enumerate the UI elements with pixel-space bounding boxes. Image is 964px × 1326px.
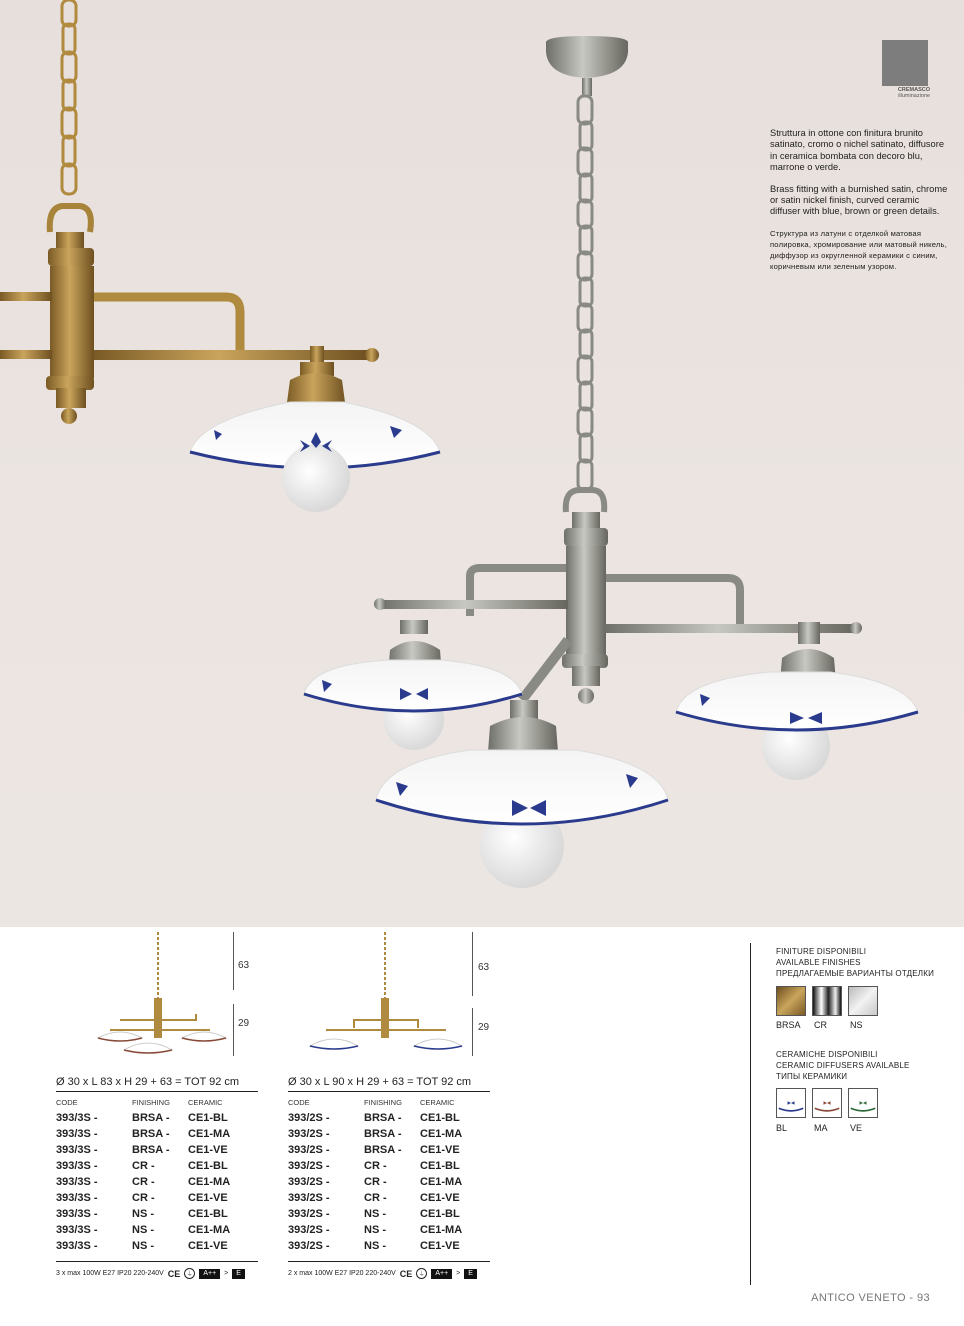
code-cell: 393/2S -	[288, 1112, 330, 1124]
collection-name: ANTICO VENETO	[811, 1292, 906, 1304]
ceramic-cell: CE1-MA	[188, 1224, 231, 1236]
ceramic-label: BL	[776, 1123, 788, 1133]
header-ceramic: CERAMIC	[188, 1098, 223, 1107]
finishes-heading	[776, 946, 934, 979]
header-finishing: FINISHING	[132, 1098, 170, 1107]
vertical-separator	[750, 943, 751, 1285]
code-cell: 393/2S -	[288, 1160, 330, 1172]
description-russian: Структура из латуни с отделкой матовая полировка, хромирование или матовый никель, диффузор из округленной керамики с синим, коричневым или зеленым узором.	[770, 228, 948, 271]
finishing-cell: NS -	[364, 1240, 386, 1252]
dimension-line	[233, 1004, 234, 1056]
ce-mark-icon: CE	[167, 1268, 181, 1279]
ceramic-cell: CE1-MA	[420, 1176, 463, 1188]
energy-class-badge: A++	[199, 1269, 220, 1279]
code-cell: 393/3S -	[56, 1224, 98, 1236]
finish-label: NS	[850, 1020, 863, 1030]
tech-specs-3s	[56, 1268, 245, 1279]
dimension-body: 29	[238, 1018, 250, 1029]
description-italian: Struttura in ottone con finitura brunito satinato, cromo o nichel satinato, diffusore in ceramica bombata con decoro blu, marrone o verde.	[770, 128, 944, 173]
ceramic-cell: CE1-VE	[188, 1192, 228, 1204]
ceramic-cell: CE1-VE	[420, 1240, 460, 1252]
table-row	[56, 1160, 258, 1176]
ceramics-heading-ru: ТИПЫ КЕРАМИКИ	[776, 1072, 848, 1081]
table-row	[288, 1208, 490, 1224]
ceramic-cell: CE1-VE	[188, 1144, 228, 1156]
code-table-2s	[288, 1098, 490, 1256]
energy-class-badge: A++	[431, 1269, 452, 1279]
finishing-cell: CR -	[364, 1192, 387, 1204]
table-row	[288, 1128, 490, 1144]
table-row	[288, 1176, 490, 1192]
ceramic-cell: CE1-VE	[188, 1240, 228, 1252]
finishing-cell: CR -	[364, 1176, 387, 1188]
spec-title-3s: Ø 30 x L 83 x H 29 + 63 = TOT 92 cm	[56, 1076, 240, 1088]
table-row	[56, 1144, 258, 1160]
finishing-cell: NS -	[132, 1208, 154, 1220]
code-cell: 393/2S -	[288, 1176, 330, 1188]
brand-logo-text	[868, 87, 930, 99]
ground-symbol-icon: ⏚	[184, 1268, 195, 1279]
ceramic-cell: CE1-VE	[420, 1192, 460, 1204]
divider	[288, 1091, 490, 1092]
code-cell: 393/2S -	[288, 1208, 330, 1220]
table-header	[56, 1098, 258, 1112]
header-code: CODE	[56, 1098, 78, 1107]
table-body	[288, 1112, 490, 1256]
table-body	[56, 1112, 258, 1256]
finish-label: CR	[814, 1020, 827, 1030]
footer-separator: -	[909, 1292, 917, 1304]
dimension-line	[233, 932, 234, 990]
description-english: Brass fitting with a burnished satin, chrome or satin nickel finish, curved ceramic diffuser with blue, brown or green details.	[770, 183, 948, 217]
table-row	[56, 1240, 258, 1256]
ground-symbol-icon: ⏚	[416, 1268, 427, 1279]
code-table-3s	[56, 1098, 258, 1256]
energy-arrow-icon: >	[456, 1270, 461, 1277]
ce-mark-icon: CE	[399, 1268, 413, 1279]
dimension-line	[472, 932, 473, 996]
finishing-cell: CR -	[132, 1192, 155, 1204]
code-cell: 393/3S -	[56, 1144, 98, 1156]
brand-name: CREMASCO	[897, 87, 930, 93]
code-cell: 393/2S -	[288, 1144, 330, 1156]
finish-swatch-ns	[848, 986, 878, 1016]
finishing-cell: NS -	[132, 1240, 154, 1252]
finishing-cell: BRSA -	[364, 1128, 402, 1140]
ceramic-cell: CE1-MA	[420, 1128, 463, 1140]
finish-swatch-cr	[812, 986, 842, 1016]
table-row	[288, 1192, 490, 1208]
code-cell: 393/3S -	[56, 1240, 98, 1252]
ceramic-cell: CE1-MA	[188, 1176, 231, 1188]
finishes-heading-it: FINITURE DISPONIBILI	[776, 947, 867, 956]
thumbnail-2-lights	[300, 930, 470, 1060]
finish-label: BRSA	[776, 1020, 801, 1030]
ceramic-swatch-bl	[776, 1088, 806, 1118]
page-footer	[811, 1292, 930, 1304]
code-cell: 393/3S -	[56, 1192, 98, 1204]
finishing-cell: BRSA -	[132, 1112, 170, 1124]
ceramic-swatch-ve	[848, 1088, 878, 1118]
energy-class-badge: E	[464, 1269, 477, 1279]
table-row	[56, 1176, 258, 1192]
code-cell: 393/3S -	[56, 1112, 98, 1124]
finishes-heading-en: AVAILABLE FINISHES	[776, 958, 861, 967]
ceramic-cell: CE1-MA	[420, 1224, 463, 1236]
ceramic-cell: CE1-BL	[420, 1112, 460, 1124]
finishing-cell: NS -	[364, 1224, 386, 1236]
table-row	[288, 1160, 490, 1176]
code-cell: 393/2S -	[288, 1192, 330, 1204]
table-row	[56, 1208, 258, 1224]
dimension-chain: 63	[478, 962, 490, 973]
dimension-chain: 63	[238, 960, 250, 971]
tech-specs-text: 2 x max 100W E27 IP20 220-240V	[288, 1270, 396, 1277]
finishing-cell: CR -	[132, 1160, 155, 1172]
code-cell: 393/3S -	[56, 1128, 98, 1140]
page-number: 93	[916, 1292, 930, 1304]
brass-lamp	[0, 0, 440, 512]
header-finishing: FINISHING	[364, 1098, 402, 1107]
header-ceramic: CERAMIC	[420, 1098, 455, 1107]
ceramic-label: MA	[814, 1123, 828, 1133]
table-row	[56, 1128, 258, 1144]
ceramic-cell: CE1-BL	[420, 1208, 460, 1220]
finishing-cell: BRSA -	[132, 1144, 170, 1156]
table-row	[56, 1192, 258, 1208]
ceramic-cell: CE1-BL	[188, 1208, 228, 1220]
table-header	[288, 1098, 490, 1112]
brand-subtitle: illuminazione	[898, 93, 930, 99]
ceramic-cell: CE1-BL	[188, 1160, 228, 1172]
divider	[56, 1261, 258, 1262]
finishing-cell: BRSA -	[364, 1144, 402, 1156]
energy-arrow-icon: >	[224, 1270, 229, 1277]
table-row	[288, 1224, 490, 1240]
code-cell: 393/3S -	[56, 1160, 98, 1172]
ceramic-cell: CE1-MA	[188, 1128, 231, 1140]
finishing-cell: NS -	[364, 1208, 386, 1220]
energy-class-badge: E	[232, 1269, 245, 1279]
code-cell: 393/2S -	[288, 1224, 330, 1236]
finishing-cell: NS -	[132, 1224, 154, 1236]
finishing-cell: BRSA -	[132, 1128, 170, 1140]
finishing-cell: CR -	[364, 1160, 387, 1172]
tech-specs-2s	[288, 1268, 477, 1279]
code-cell: 393/2S -	[288, 1128, 330, 1140]
table-row	[288, 1144, 490, 1160]
spec-title-2s: Ø 30 x L 90 x H 29 + 63 = TOT 92 cm	[288, 1076, 472, 1088]
ceramic-cell: CE1-VE	[420, 1144, 460, 1156]
code-cell: 393/3S -	[56, 1208, 98, 1220]
table-row	[288, 1112, 490, 1128]
dimension-line	[472, 1008, 473, 1056]
table-row	[56, 1112, 258, 1128]
ceramic-swatch-ma	[812, 1088, 842, 1118]
ceramics-heading-en: CERAMIC DIFFUSERS AVAILABLE	[776, 1061, 910, 1070]
brand-logo	[882, 40, 928, 86]
table-row	[288, 1240, 490, 1256]
product-description	[770, 128, 950, 282]
finishes-heading-ru: ПРЕДЛАГАЕМЫЕ ВАРИАНТЫ ОТДЕЛКИ	[776, 969, 935, 978]
divider	[56, 1091, 258, 1092]
ceramic-cell: CE1-BL	[420, 1160, 460, 1172]
code-cell: 393/3S -	[56, 1176, 98, 1188]
finishing-cell: CR -	[132, 1176, 155, 1188]
dimension-body: 29	[478, 1022, 490, 1033]
ceramic-label: VE	[850, 1123, 863, 1133]
divider	[288, 1261, 490, 1262]
ceramic-cell: CE1-BL	[188, 1112, 228, 1124]
code-cell: 393/2S -	[288, 1240, 330, 1252]
tech-specs-text: 3 x max 100W E27 IP20 220-240V	[56, 1270, 164, 1277]
thumbnail-3-lights	[90, 930, 240, 1060]
ceramics-heading	[776, 1049, 910, 1082]
finish-swatch-brsa	[776, 986, 806, 1016]
ceramics-heading-it: CERAMICHE DISPONIBILI	[776, 1050, 878, 1059]
table-row	[56, 1224, 258, 1240]
finishing-cell: BRSA -	[364, 1112, 402, 1124]
header-code: CODE	[288, 1098, 310, 1107]
